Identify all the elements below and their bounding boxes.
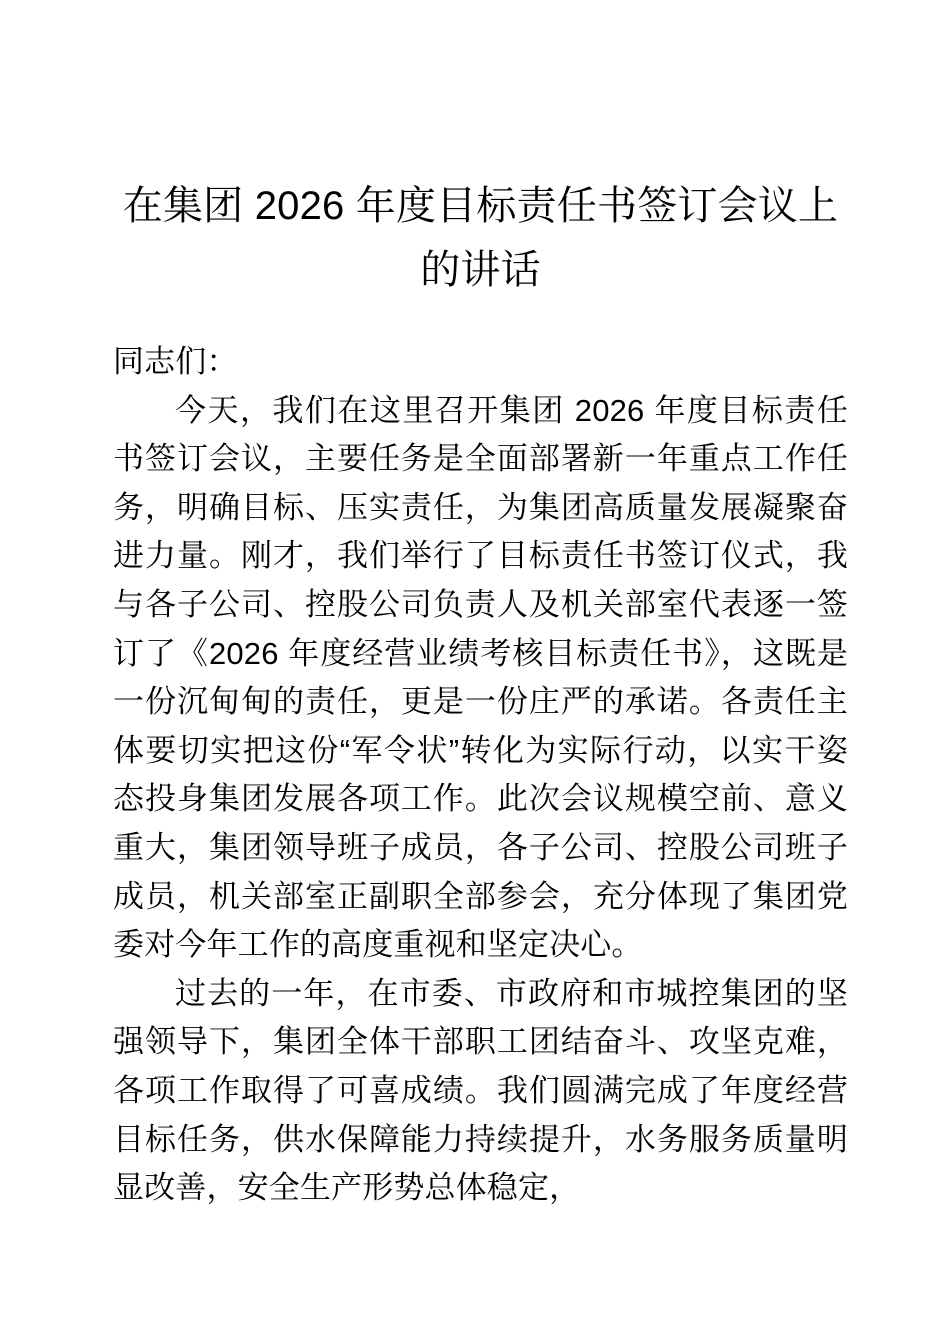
page-title: 在集团 2026 年度目标责任书签订会议上的讲话 [122,184,839,292]
paragraph-2: 过去的一年，在市委、市政府和市城控集团的坚强领导下，集团全体干部职工团结奋斗、攻坚克难，各项工作取得了可喜成绩。我们圆满完成了年度经营目标任务，供水保障能力持续提升，水务服务质量明显改善，安全生产形势总体稳定， [113,975,848,1206]
salutation: 同志们： [113,344,238,379]
document-body [113,0,848,1213]
paragraph-1: 今天，我们在这里召开集团 2026 年度目标责任书签订会议，主要任务是全面部署新一年重点工作任务，明确目标、压实责任，为集团高质量发展凝聚奋进力量。刚才，我们举行了目标责任书签订仪式，我与各子公司、控股公司负责人及机关部室代表逐一签订了《2026 年度经营业绩考核目标责任书》，这既是一份沉甸甸的责任，更是一份庄严的承诺。各责任主体要切实把这份“军令状”转化为实际行动，以实干姿态投身集团发展各项工作。此次会议规模空前、意义重大，集团领导班子成员，各子公司、控股公司班子成员，机关部室正副职全部参会，充分体现了集团党委对今年工作的高度重视和坚定决心。 [113,392,848,963]
